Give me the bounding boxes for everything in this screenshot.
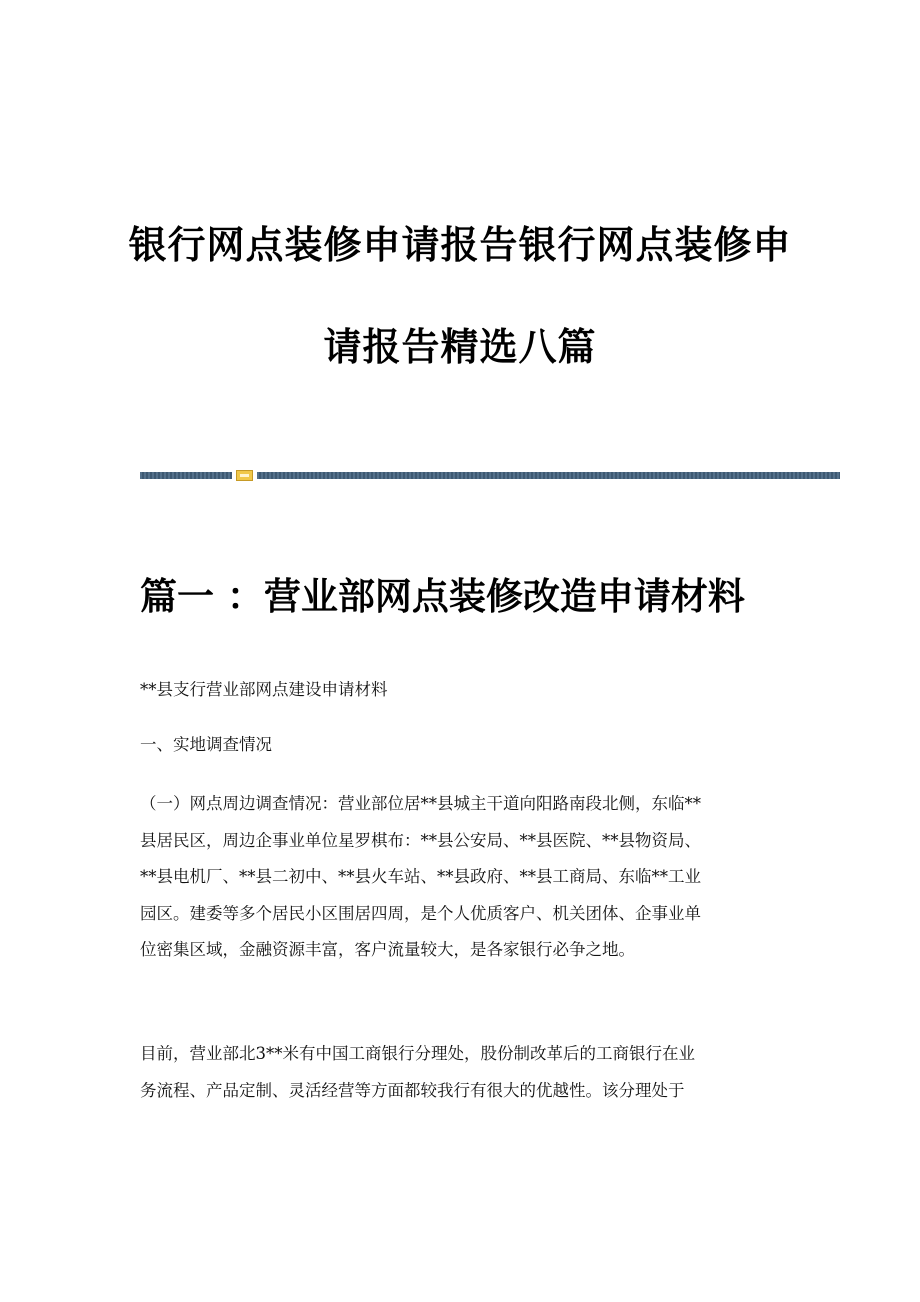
document-title-line-2: 请报告精选八篇 xyxy=(323,325,597,369)
divider-bar-left xyxy=(140,472,232,479)
paragraph-line: 县居民区，周边企事业单位星罗棋布：**县公安局、**县医院、**县物资局、 xyxy=(140,830,701,850)
paragraph-line: （一）网点周边调查情况：营业部位居**县城主干道向阳路南段北侧，东临** xyxy=(140,794,701,813)
divider-emblem-icon xyxy=(236,470,253,481)
paragraph-line: 务流程、产品定制、灵活经营等方面都较我行有很大的优越性。该分理处于 xyxy=(140,1080,685,1100)
document-title-line-1: 银行网点装修申请报告银行网点装修申 xyxy=(128,223,792,267)
paragraph-2 xyxy=(140,1036,780,1109)
subheading-text: 一、实地调查情况 xyxy=(140,735,272,754)
paragraph-line: 园区。建委等多个居民小区围居四周，是个人优质客户、机关团体、企事业单 xyxy=(140,903,701,923)
section-heading: 篇一 ：营业部网点装修改造申请材料 xyxy=(140,575,745,618)
paragraph-line: 位密集区域，金融资源丰富，客户流量较大，是各家银行必争之地。 xyxy=(140,940,635,959)
paragraph-1 xyxy=(140,786,780,969)
paragraph-line: **县电机厂、**县二初中、**县火车站、**县政府、**县工商局、东临**工业 xyxy=(140,867,701,886)
paragraph-line: 目前，营业部北3**米有中国工商银行分理处，股份制改革后的工商银行在业 xyxy=(140,1044,695,1063)
section-subtitle xyxy=(140,676,780,700)
title-divider xyxy=(140,470,840,480)
subtitle-text: **县支行营业部网点建设申请材料 xyxy=(140,680,388,699)
subheading-1 xyxy=(140,731,780,755)
divider-bar-right xyxy=(257,472,840,479)
